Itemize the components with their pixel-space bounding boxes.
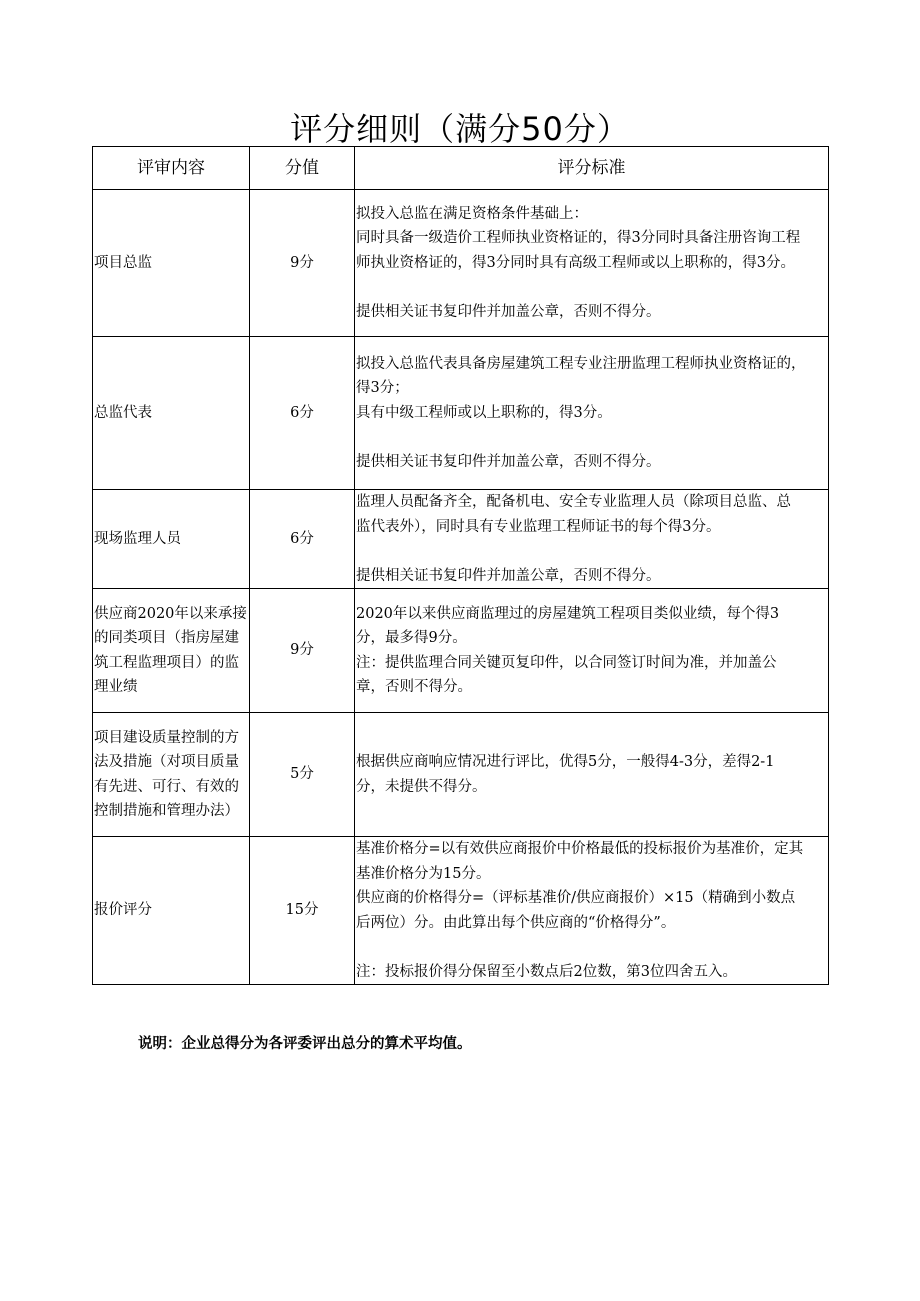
table-row (93, 490, 829, 589)
header-content: 评审内容 (93, 147, 250, 190)
criteria-line: 注：投标报价得分保留至小数点后2位数，第3位四舍五入。 (356, 963, 737, 980)
criteria-line (356, 539, 827, 564)
criteria-line: 提供相关证书复印件并加盖公章，否则不得分。 (356, 453, 661, 470)
cell-score: 9分 (250, 589, 355, 713)
cell-score: 15分 (250, 837, 355, 985)
header-score: 分值 (250, 147, 355, 190)
criteria-line: 基准价格分=以有效供应商报价中价格最低的投标报价为基准价，定其 (356, 841, 804, 857)
footnote: 说明：企业总得分为各评委评出总分的算术平均值。 (138, 1036, 472, 1052)
cell-content: 报价评分 (93, 837, 250, 985)
cell-criteria (355, 589, 829, 713)
criteria-line: 注：提供监理合同关键页复印件，以合同签订时间为准，并加盖公 (356, 654, 777, 671)
criteria-line: 分，最多得9分。 (356, 630, 467, 646)
criteria-line: 提供相关证书复印件并加盖公章，否则不得分。 (356, 567, 661, 584)
criteria-line: 供应商的价格得分=（评标基准价/供应商报价）×15（精确到小数点 (356, 890, 796, 906)
criteria-line: 监理人员配备齐全，配备机电、安全专业监理人员（除项目总监、总 (356, 494, 791, 510)
cell-score: 6分 (250, 337, 355, 490)
cell-content: 项目总监 (93, 190, 250, 337)
cell-content: 供应商2020年以来承接的同类项目（指房屋建筑工程监理项目）的监理业绩 (93, 589, 250, 713)
criteria-line: 分，未提供不得分。 (356, 778, 487, 795)
header-criteria: 评分标准 (355, 147, 829, 190)
cell-score: 5分 (250, 713, 355, 837)
page-title: 评分细则（满分50分） (290, 110, 630, 148)
cell-content: 项目建设质量控制的方法及措施（对项目质量有先进、可行、有效的控制措施和管理办法） (93, 713, 250, 837)
cell-criteria (355, 490, 829, 589)
criteria-line (356, 425, 827, 450)
criteria-line: 后两位）分。由此算出每个供应商的“价格得分”。 (356, 914, 676, 931)
cell-score: 9分 (250, 190, 355, 337)
criteria-line: 具有中级工程师或以上职称的，得3分。 (356, 404, 612, 421)
criteria-line: 提供相关证书复印件并加盖公章，否则不得分。 (356, 303, 661, 320)
criteria-line: 拟投入总监代表具备房屋建筑工程专业注册监理工程师执业资格证的， (356, 355, 806, 372)
table-header-row (93, 147, 829, 190)
criteria-line: 拟投入总监在满足资格条件基础上： (356, 205, 588, 222)
criteria-line: 师执业资格证的，得3分同时具有高级工程师或以上职称的，得3分。 (356, 254, 795, 271)
table-row (93, 589, 829, 713)
cell-criteria (355, 713, 829, 837)
criteria-line: 根据供应商响应情况进行评比，优得5分，一般得4-3分，差得2-1 (356, 754, 775, 770)
cell-content: 总监代表 (93, 337, 250, 490)
criteria-line: 章，否则不得分。 (356, 679, 472, 695)
cell-criteria (355, 837, 829, 985)
table-row (93, 190, 829, 337)
table-row (93, 713, 829, 837)
cell-content: 现场监理人员 (93, 490, 250, 589)
cell-criteria (355, 337, 829, 490)
criteria-line (356, 275, 827, 300)
table-row (93, 337, 829, 490)
table-row (93, 837, 829, 985)
criteria-line: 得3分； (356, 380, 409, 397)
criteria-line: 基准价格分为15分。 (356, 865, 491, 882)
cell-criteria (355, 190, 829, 337)
scoring-table (92, 146, 829, 985)
criteria-line: 同时具备一级造价工程师执业资格证的，得3分同时具备注册咨询工程 (356, 230, 801, 247)
criteria-line: 监代表外），同时具有专业监理工程师证书的每个得3分。 (356, 518, 721, 535)
criteria-line (356, 935, 827, 960)
cell-score: 6分 (250, 490, 355, 589)
criteria-line: 2020年以来供应商监理过的房屋建筑工程项目类似业绩，每个得3 (356, 605, 780, 622)
